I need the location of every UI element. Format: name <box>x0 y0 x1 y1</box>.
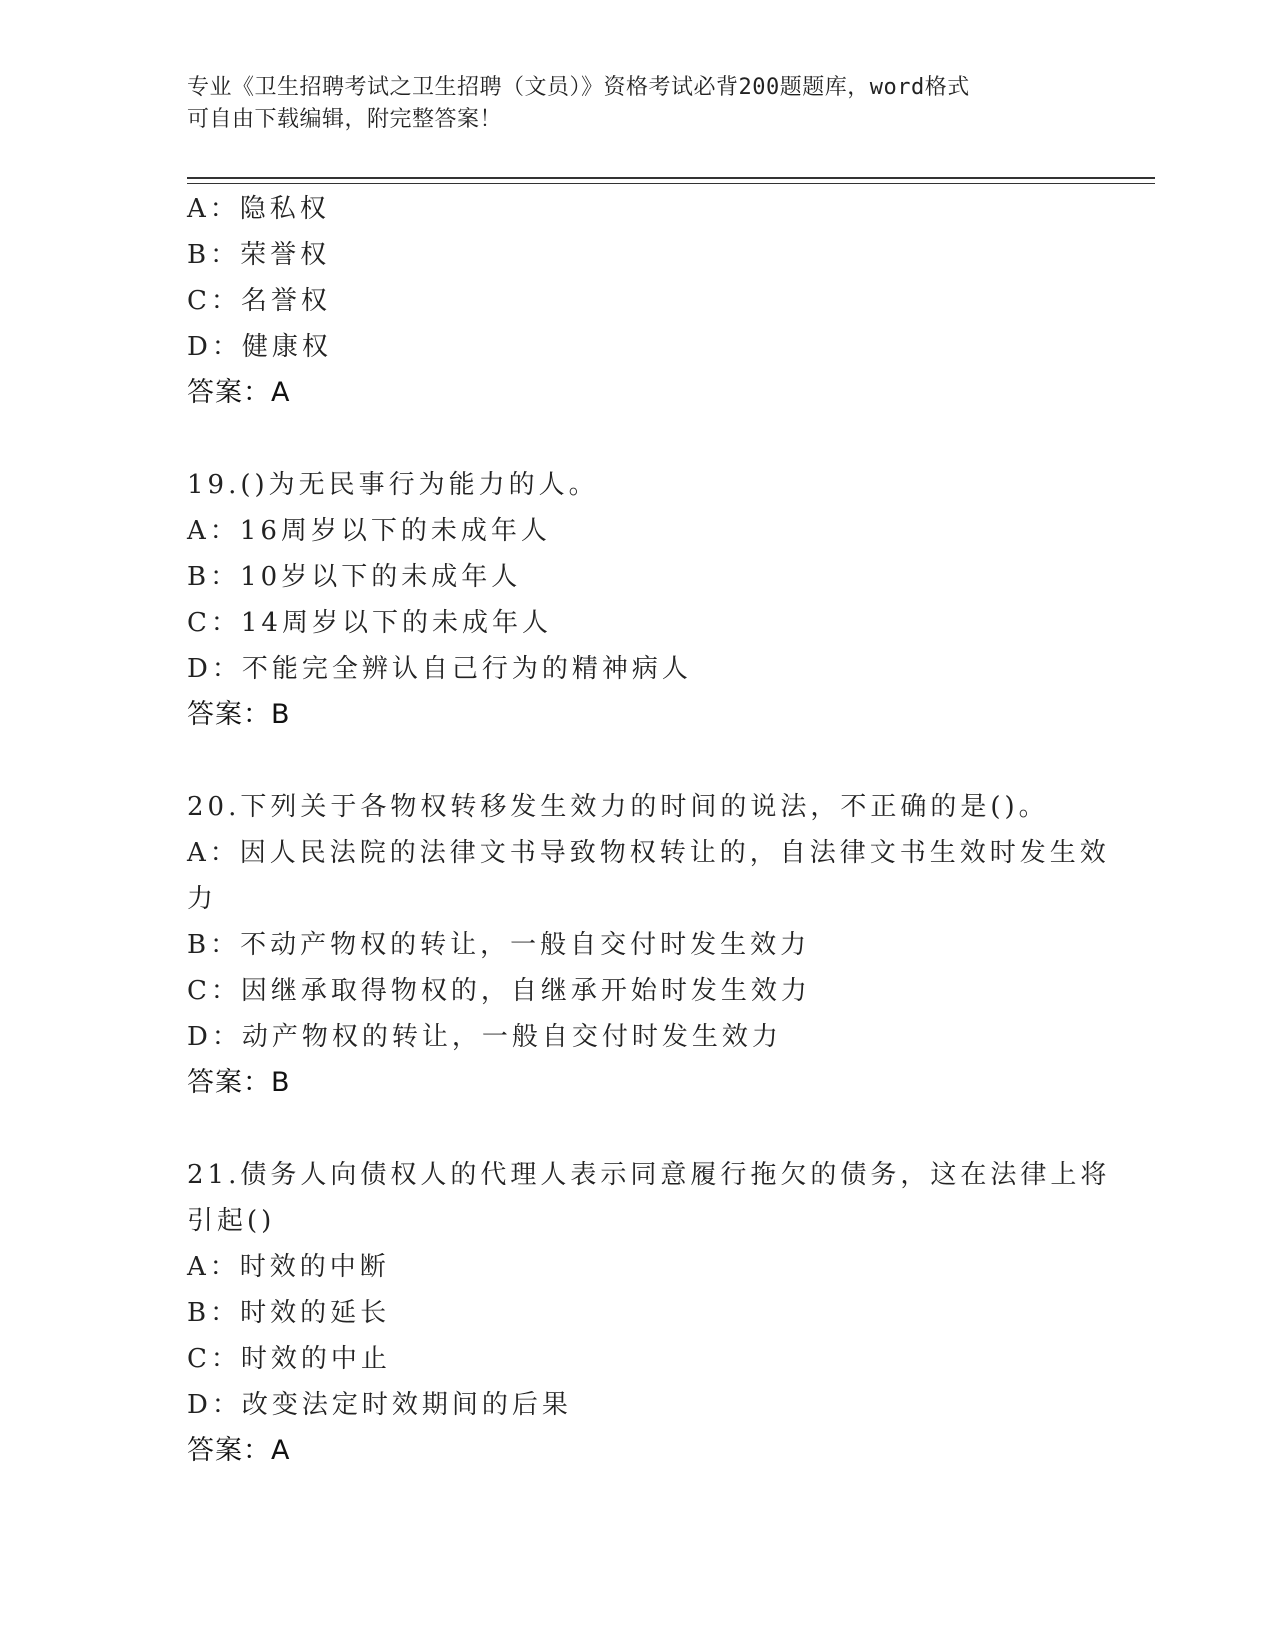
q19-answer: 答案：B <box>187 699 291 730</box>
header-divider-thin <box>187 183 1155 184</box>
q21-answer: 答案：A <box>187 1435 291 1466</box>
q20-option-a-continued: 力 <box>187 884 218 914</box>
q21-question-continued: 引起() <box>187 1206 276 1236</box>
q20-option-a: A：因人民法院的法律文书导致物权转让的，自法律文书生效时发生效 <box>187 838 1110 868</box>
q19-option-c: C：14周岁以下的未成年人 <box>187 608 552 638</box>
q19-option-a: A：16周岁以下的未成年人 <box>187 516 551 546</box>
q20-option-b: B：不动产物权的转让，一般自交付时发生效力 <box>187 930 811 960</box>
question-20-block <box>187 784 1110 1106</box>
header-title-line-1: 专业《卫生招聘考试之卫生招聘（文员）》资格考试必背200题题库，word格式 <box>187 75 970 100</box>
q20-answer: 答案：B <box>187 1067 291 1098</box>
q20-option-c: C：因继承取得物权的，自继承开始时发生效力 <box>187 976 811 1006</box>
q18-option-a: A：隐私权 <box>187 194 330 224</box>
question-18-block <box>187 186 1087 416</box>
q19-question: 19.()为无民事行为能力的人。 <box>187 470 599 500</box>
q20-option-d: D：动产物权的转让，一般自交付时发生效力 <box>187 1022 782 1052</box>
q21-option-a: A：时效的中断 <box>187 1252 390 1282</box>
question-19-block <box>187 462 1087 738</box>
header-divider-thick <box>187 177 1155 179</box>
q18-option-d: D：健康权 <box>187 332 332 362</box>
spacer <box>187 416 1087 462</box>
spacer <box>187 738 1087 784</box>
q20-question: 20.下列关于各物权转移发生效力的时间的说法，不正确的是()。 <box>187 792 1049 822</box>
q18-option-c: C：名誉权 <box>187 286 331 316</box>
q19-option-d: D：不能完全辨认自己行为的精神病人 <box>187 654 692 684</box>
q21-question: 21.债务人向债权人的代理人表示同意履行拖欠的债务，这在法律上将 <box>187 1160 1111 1190</box>
q21-option-b: B：时效的延长 <box>187 1298 391 1328</box>
q18-option-b: B：荣誉权 <box>187 240 331 270</box>
q21-option-c: C：时效的中止 <box>187 1344 391 1374</box>
document-header <box>187 72 1067 136</box>
q18-answer: 答案：A <box>187 377 291 408</box>
q19-option-b: B：10岁以下的未成年人 <box>187 562 522 592</box>
spacer <box>187 1106 1087 1152</box>
q21-option-d: D：改变法定时效期间的后果 <box>187 1390 572 1420</box>
question-21-block <box>187 1152 1111 1474</box>
question-list <box>187 186 1111 1474</box>
header-title-line-2: 可自由下载编辑，附完整答案！ <box>187 107 503 132</box>
